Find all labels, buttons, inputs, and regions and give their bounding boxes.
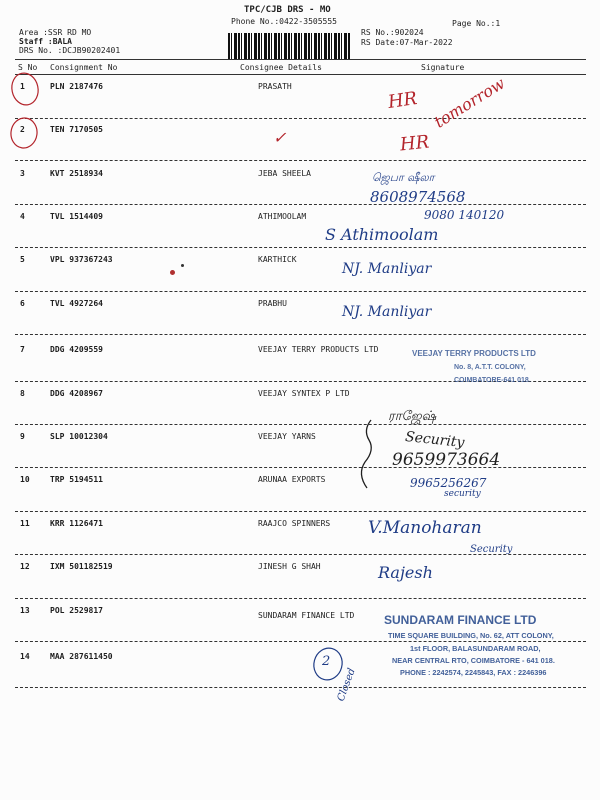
row-number: 13 [20,606,30,615]
row-number: 11 [20,519,30,528]
stamp-line: NEAR CENTRAL RTO, COIMBATORE - 641 018. [392,656,555,665]
consignee-name: JINESH G SHAH [258,562,321,571]
row-number: 12 [20,562,30,571]
circle-mark [9,116,39,149]
col-signature: Signature [421,63,465,72]
rs-number: RS No.:902024 [361,28,424,37]
phone-number: Phone No.:0422-3505555 [231,17,337,26]
handwriting-phone-10: 9965256267 [410,476,487,490]
consignee-name: VEEJAY SYNTEX P LTD [258,389,350,398]
consignment-number: KRR 1126471 [50,519,103,528]
handwriting-phone-9: 9659973664 [392,450,501,470]
consignment-number: TRP 5194511 [50,475,103,484]
row-number: 1 [20,82,25,91]
consignment-number: VPL 937367243 [50,255,113,264]
consignee-name: RAAJCO SPINNERS [258,519,331,528]
row-number: 7 [20,345,25,354]
handwriting-row11-sign: V.Manoharan [368,518,482,538]
consignee-name: PRASATH [258,82,292,91]
handwriting-row6-sign: NJ. Manliyar [342,304,432,320]
consignee-name: ATHIMOOLAM [258,212,307,221]
consignment-number: SLP 10012304 [50,432,108,441]
col-consignee: Consignee Details [240,63,322,72]
row-number: 4 [20,212,25,221]
handwriting-row5-sign: NJ. Manliyar [342,261,432,277]
handwriting-security-1: Security [404,428,466,452]
staff-label: Staff :BALA [19,37,72,46]
stamp-line: COIMBATORE-641 018. [454,377,531,384]
handwriting-security-2: security [444,489,481,499]
drs-number: DRS No. :DCJB90202401 [19,46,121,55]
stamp-line: PHONE : 2242574, 2245843, FAX : 2246396 [400,668,547,677]
stamp-line: TIME SQUARE BUILDING, No. 62, ATT COLONY, [388,631,554,640]
stamp-line: No. 8, A.T.T. COLONY, [454,364,526,371]
row-number: 3 [20,169,25,178]
stamp-line: 1st FLOOR, BALASUNDARAM ROAD, [410,644,541,653]
handwriting-security-3: Security [470,544,513,555]
consignment-number: IXM 501182519 [50,562,113,571]
doc-title: TPC/CJB DRS - MO [244,5,331,15]
consignee-name: VEEJAY TERRY PRODUCTS LTD [258,345,379,354]
handwriting-mark: ✓ [273,128,287,147]
consignment-number: POL 2529817 [50,606,103,615]
consignee-name: KARTHICK [258,255,297,264]
ink-spot [181,264,184,267]
stamp-line: VEEJAY TERRY PRODUCTS LTD [412,349,536,358]
row-number: 2 [20,125,25,134]
handwriting-row14-note: Closed [335,666,358,703]
consignee-name: SUNDARAM FINANCE LTD [258,611,355,620]
handwriting-row8-name: ராஜேஷ் [388,409,437,424]
brace-mark [361,420,371,488]
consignee-name: VEEJAY YARNS [258,432,316,441]
handwriting-row4-sign: S Athimoolam [325,225,439,244]
col-consignment: Consignment No [50,63,118,72]
consignee-name: ARUNAA EXPORTS [258,475,326,484]
handwriting-row12-sign: Rajesh [378,563,433,582]
consignment-number: DDG 4209559 [50,345,103,354]
col-sno: S No [18,63,38,72]
consignment-number: MAA 287611450 [50,652,113,661]
consignment-number: TEN 7170505 [50,125,103,134]
consignment-number: KVT 2518934 [50,169,103,178]
area-label: Area :SSR RD MO [19,28,92,37]
handwriting-row3-name: ஜெபா ஷீலா [372,171,435,184]
rs-date: RS Date:07-Mar-2022 [361,38,453,47]
row-number: 14 [20,652,30,661]
consignment-number: TVL 1514409 [50,212,103,221]
consignee-name: PRABHU [258,299,287,308]
stamp-line: SUNDARAM FINANCE LTD [384,613,537,627]
handwriting-row3-phone: 8608974568 [370,188,466,206]
row-number: 5 [20,255,25,264]
consignment-number: DDG 4208967 [50,389,103,398]
handwriting-hr-2: HR [398,131,431,156]
handwriting-tomorrow: tomorrow [430,73,509,132]
circle-mark [9,71,41,108]
handwriting-row14-number: 2 [322,654,331,669]
page-number: Page No.:1 [452,19,501,28]
handwriting-row4-phone: 9080 140120 [424,208,505,222]
handwriting-hr-1: HR [386,88,419,113]
consignment-number: TVL 4927264 [50,299,103,308]
row-number: 8 [20,389,25,398]
ink-spot [170,270,175,275]
consignee-name: JEBA SHEELA [258,169,311,178]
consignment-number: PLN 2187476 [50,82,103,91]
row-number: 9 [20,432,25,441]
row-number: 6 [20,299,25,308]
row-number: 10 [20,475,30,484]
